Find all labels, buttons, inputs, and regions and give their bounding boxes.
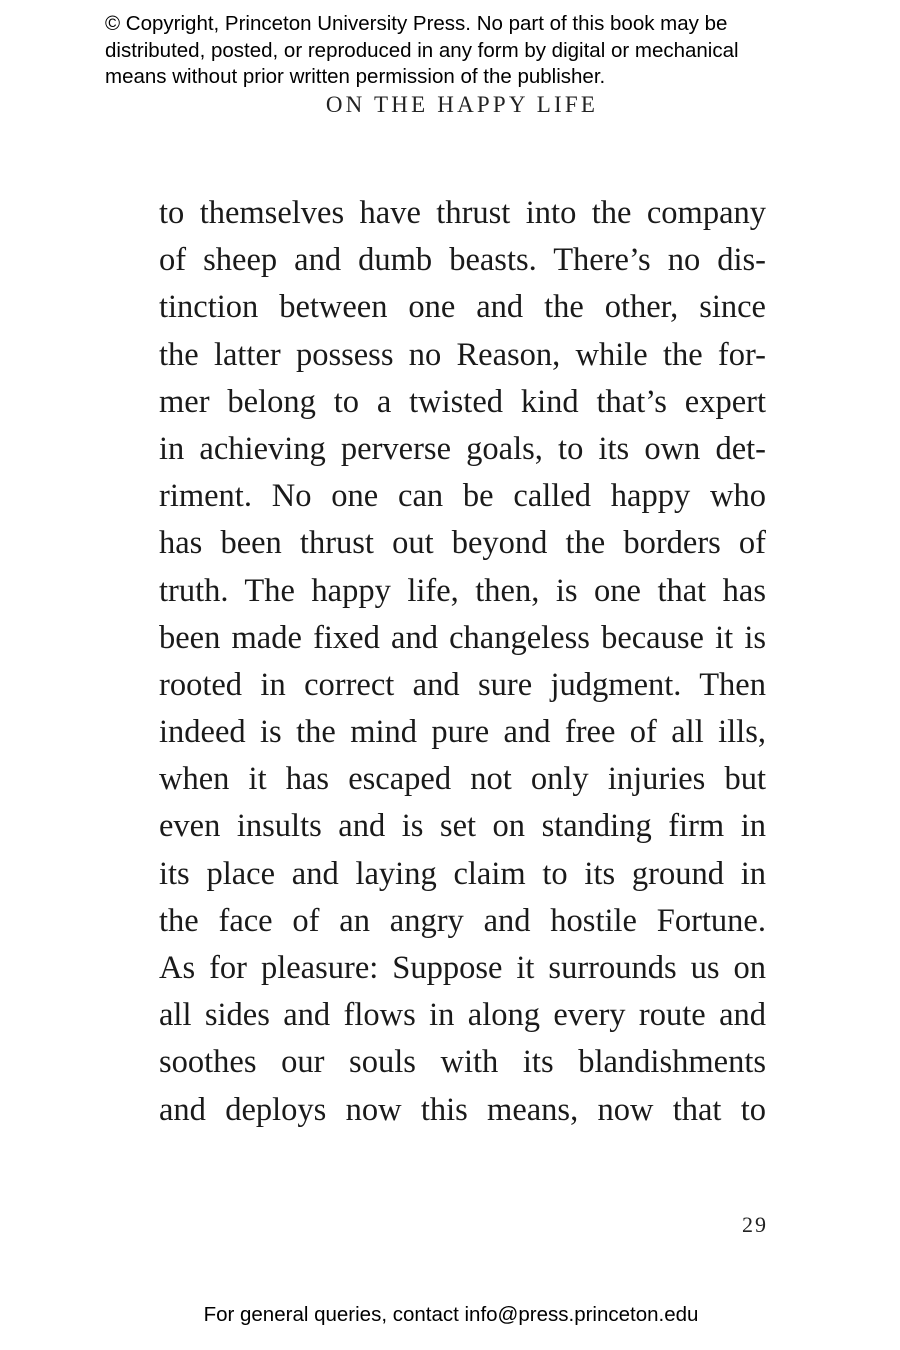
text-line: its place and laying claim to its ground in (159, 855, 766, 892)
text-line: As for pleasure: Suppose it surrounds us on (159, 950, 766, 986)
text-line: and deploys now this means, now that to (159, 1091, 766, 1128)
text-line: even insults and is set on standing firm in (159, 808, 766, 845)
text-line: soothes our souls with its blandishments (159, 1044, 766, 1081)
page-number: 29 (742, 1212, 768, 1237)
text-line: to themselves have thrust into the company (159, 195, 766, 231)
text-line: rooted in correct and sure judgment. Then (159, 666, 766, 703)
copyright-line: © Copyright, Princeton University Press. No part of this book may be (105, 12, 728, 35)
text-line: has been thrust out beyond the borders of (159, 525, 766, 562)
text-line: been made fixed and changeless because it is (159, 619, 766, 656)
running-head: ON THE HAPPY LIFE (325, 92, 599, 117)
text-line: when it has escaped not only injuries but (159, 761, 766, 798)
copyright-line: means without prior written permission of the publisher. (105, 65, 606, 88)
text-line: tinction between one and the other, since (159, 289, 766, 326)
footer-contact: For general queries, contact info@press.princeton.edu (203, 1303, 699, 1326)
text-line: of sheep and dumb beasts. There’s no dis- (159, 242, 766, 279)
text-line: riment. No one can be called happy who (159, 478, 766, 515)
text-line: in achieving perverse goals, to its own det- (159, 430, 766, 467)
text-line: the face of an angry and hostile Fortune. (159, 902, 766, 939)
text-line: truth. The happy life, then, is one that has (159, 572, 766, 609)
text-line: indeed is the mind pure and free of all ills, (159, 714, 766, 751)
text-line: all sides and flows in along every route and (159, 997, 766, 1034)
text-line: mer belong to a twisted kind that’s expert (159, 383, 766, 420)
copyright-notice (105, 11, 845, 91)
text-line: the latter possess no Reason, while the for- (159, 336, 766, 373)
body-text (159, 190, 766, 1134)
copyright-line: distributed, posted, or reproduced in any form by digital or mechanical (105, 38, 739, 62)
